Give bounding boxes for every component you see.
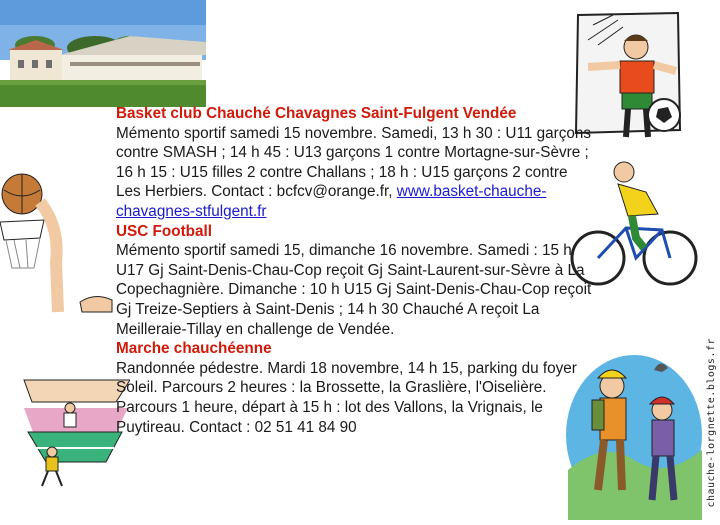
section-body-basket [116,124,594,222]
basketball-icon [0,172,118,327]
section-body-marche: Randonnée pédestre. Mardi 18 novembre, 14 h 15, parking du foyer Soleil. Parcours 2 heures : la Brossette, la Graslière, l'Oiselière. Parcours 1 heure, départ à 15 h : lot des Vallons, la Vrignais, le Puytireau. Contact : 02 51 41 84 90 [116,359,577,436]
basket-body-text: Mémento sportif samedi 15 novembre. Samedi, 13 h 30 : U11 garçons contre SMASH ; 14 h 45 : U13 garçons 1 contre Mortagne-sur-Sèvre ; 16 h 15 : U15 filles 2 contre Challans ; 18 h : U15 garçons 2 contre Les Herbiers. Contact : bcfcv@orange.fr, [116,124,592,201]
blog-watermark: chauche-lorgnette.blogs.fr [706,338,717,508]
article-text [116,104,594,437]
building-photo [0,0,206,107]
section-heading-marche: Marche chauchéenne [116,340,272,358]
section-body-football: Mémento sportif samedi 15, dimanche 16 novembre. Samedi : 15 h U17 Gj Saint-Denis-Chau-Cop reçoit Gj Saint-Laurent-sur-Sèvre à La Copechagnière. Dimanche : 10 h U15 Gj Saint-Denis-Chau-Cop reçoit Gj Treize-Septiers à Saint-Denis ; 14 h 30 Chauché A reçoit La Meilleraie-Tillay en challenge de Vendée. [116,242,592,338]
basket-website-link[interactable]: www.basket-chauche-chavagnes-stfulgent.fr [116,183,547,220]
section-heading-basket: Basket club Chauché Chavagnes Saint-Fulgent Vendée [116,105,517,122]
section-heading-football: USC Football [116,222,213,240]
ping-pong-icon [18,378,130,493]
